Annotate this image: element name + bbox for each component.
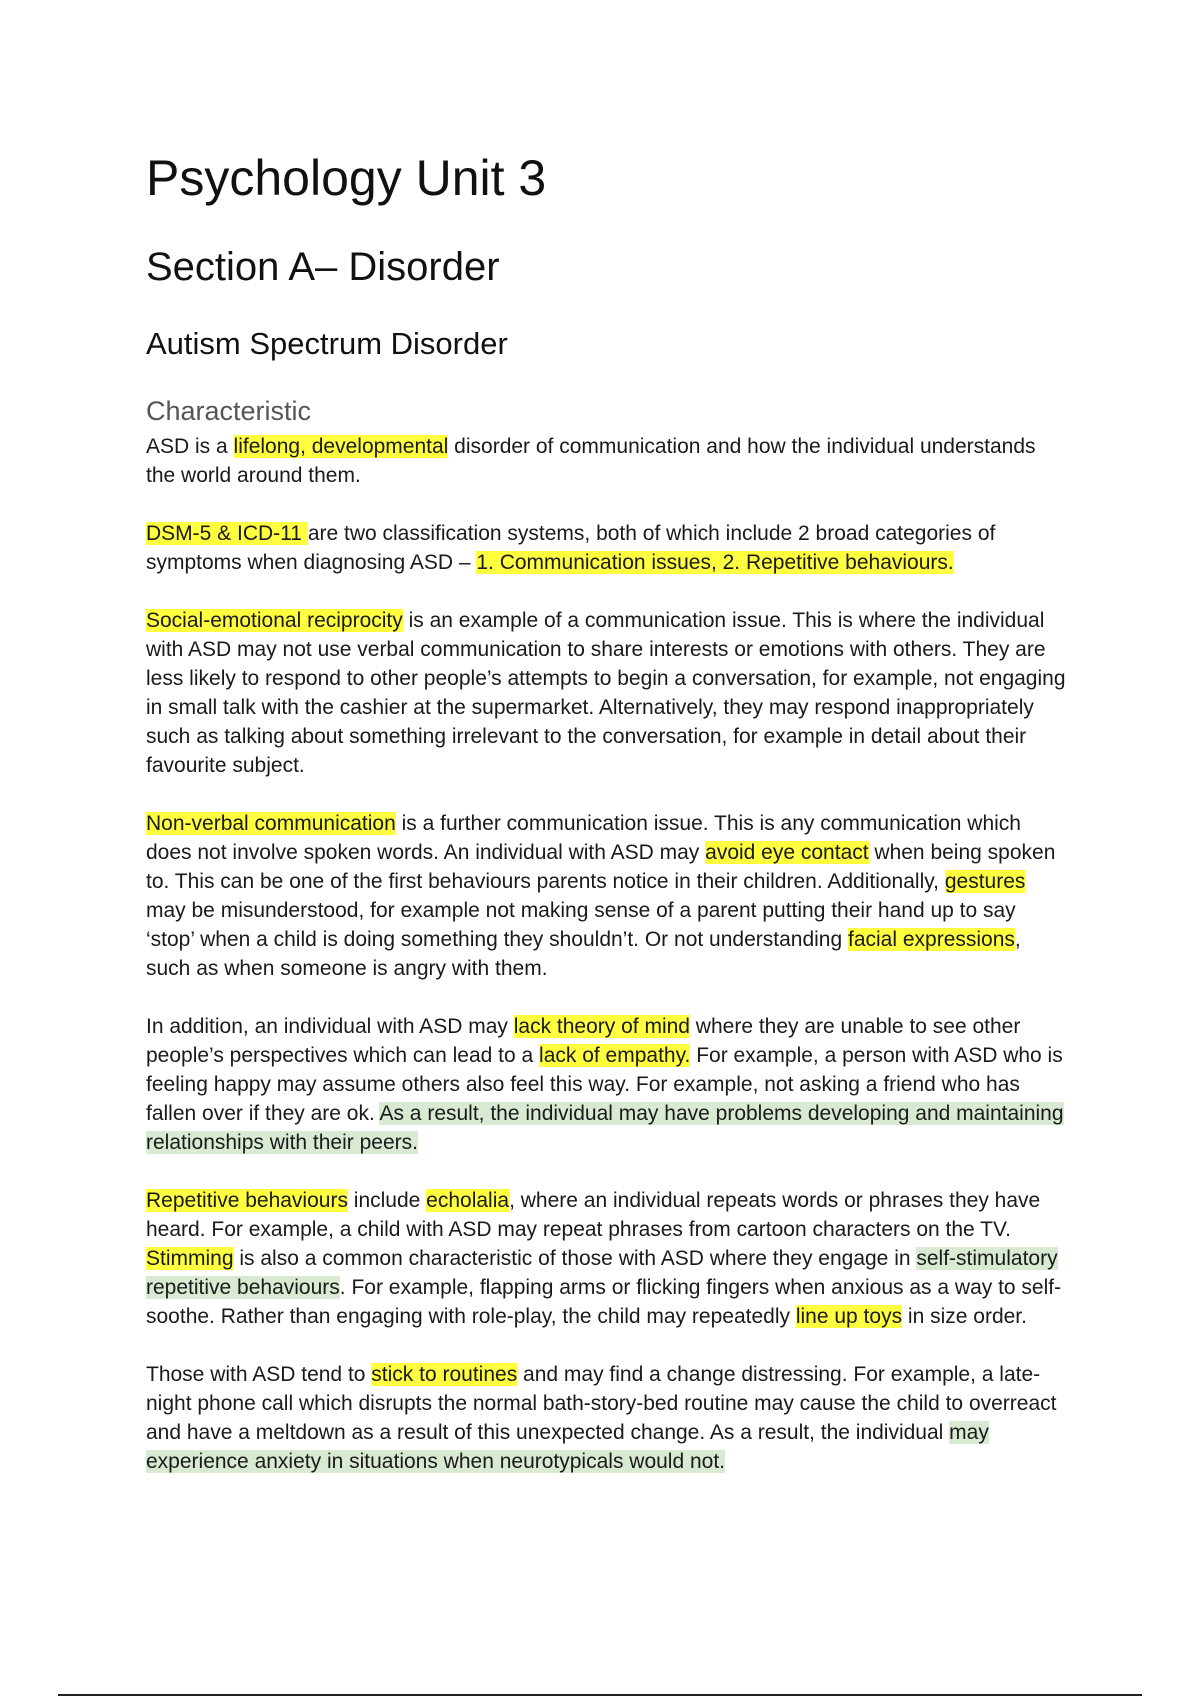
text-run: include (347, 1189, 427, 1212)
paragraph (146, 1360, 1066, 1476)
text-run: may be misunderstood, for example not making sense of a parent putting their hand up to say ‘stop’ when a child is doing something they shouldn’t. Or not understanding (146, 899, 1016, 951)
text-run: is an example of a communication issue. This is where the individual with ASD may not use verbal communication to share interests or emotions with others. They are less likely to respond to other people’s attempts to begin a conversation, for example, not engaging in small talk with the cashier at the supermarket. Alternatively, they may respond inappropriately such as talking about something irrelevant to the conversation, for example in detail about their favourite subject. (146, 609, 1066, 777)
paragraph (146, 809, 1066, 983)
paragraph (146, 606, 1066, 780)
highlighted-term: Stimming (146, 1247, 234, 1270)
highlighted-term: stick to routines (371, 1363, 518, 1386)
paragraph (146, 432, 1066, 490)
highlighted-term: Repetitive behaviours (146, 1189, 348, 1212)
highlighted-term: DSM-5 & ICD-11 (146, 522, 308, 545)
paragraph (146, 1186, 1066, 1331)
text-run: . For example, flapping arms or flicking fingers when anxious as a way to self-soothe. Rather than engaging with role-play, the child may repeatedly (146, 1276, 1062, 1328)
text-run: Those with ASD tend to (146, 1363, 372, 1386)
highlighted-summary: As a result, the individual may have problems developing and maintaining relationships with their peers. (146, 1102, 1064, 1154)
text-run: where they are unable to see other people’s perspectives which can lead to a (146, 1015, 1021, 1067)
paragraph (146, 519, 1066, 577)
highlighted-term: gestures (944, 870, 1026, 893)
highlighted-summary: may experience anxiety in situations when neurotypicals would not. (146, 1421, 989, 1473)
text-run: disorder of communication and how the individual understands the world around them. (146, 435, 1036, 487)
text-run: is a further communication issue. This is any communication which does not involve spoken words. An individual with ASD may (146, 812, 1021, 864)
text-run: , where an individual repeats words or phrases they have heard. For example, a child with ASD may repeat phrases from cartoon characters on the TV. (146, 1189, 1041, 1241)
highlighted-term: Social-emotional reciprocity (146, 609, 403, 632)
highlighted-term: Non-verbal communication (146, 812, 396, 835)
text-run: For example, a person with ASD who is feeling happy may assume others also feel this way. For example, not asking a friend who has fallen over if they are ok. (146, 1044, 1063, 1125)
highlighted-term: lifelong, developmental (233, 435, 449, 458)
characteristic-heading: Characteristic (146, 396, 312, 426)
text-run: are two classification systems, both of which include 2 broad categories of symptoms when diagnosing ASD – (146, 522, 996, 574)
highlighted-term: line up toys (795, 1305, 903, 1328)
subsection-heading: Autism Spectrum Disorder (146, 326, 508, 361)
text-run: is also a common characteristic of those with ASD where they engage in (233, 1247, 917, 1270)
text-run: In addition, an individual with ASD may (146, 1015, 514, 1038)
highlighted-term: avoid eye contact (705, 841, 869, 864)
text-run: and may find a change distressing. For example, a late-night phone call which disrupts the normal bath-story-bed routine may cause the child to overreact and have a meltdown as a result of this unexpected change. As a result, the individual (146, 1363, 1057, 1444)
highlighted-term: lack theory of mind (513, 1015, 690, 1038)
document-page (146, 140, 1066, 1505)
text-run: , such as when someone is angry with them. (146, 928, 1021, 980)
highlighted-term: facial expressions (847, 928, 1015, 951)
text-run: in size order. (902, 1305, 1027, 1328)
highlighted-term: lack of empathy. (539, 1044, 691, 1067)
page-bottom-rule (58, 1694, 1142, 1696)
highlighted-term: 1. Communication issues, 2. Repetitive behaviours. (476, 551, 954, 574)
text-run: ASD is a (146, 435, 234, 458)
body-text (146, 432, 1066, 1476)
section-heading: Section A– Disorder (146, 245, 500, 289)
highlighted-term: echolalia (426, 1189, 510, 1212)
paragraph (146, 1012, 1066, 1157)
text-run: when being spoken to. This can be one of the first behaviours parents notice in their children. Additionally, (146, 841, 1056, 893)
highlighted-summary: self-stimulatory repetitive behaviours (146, 1247, 1058, 1299)
document-title: Psychology Unit 3 (146, 150, 547, 206)
